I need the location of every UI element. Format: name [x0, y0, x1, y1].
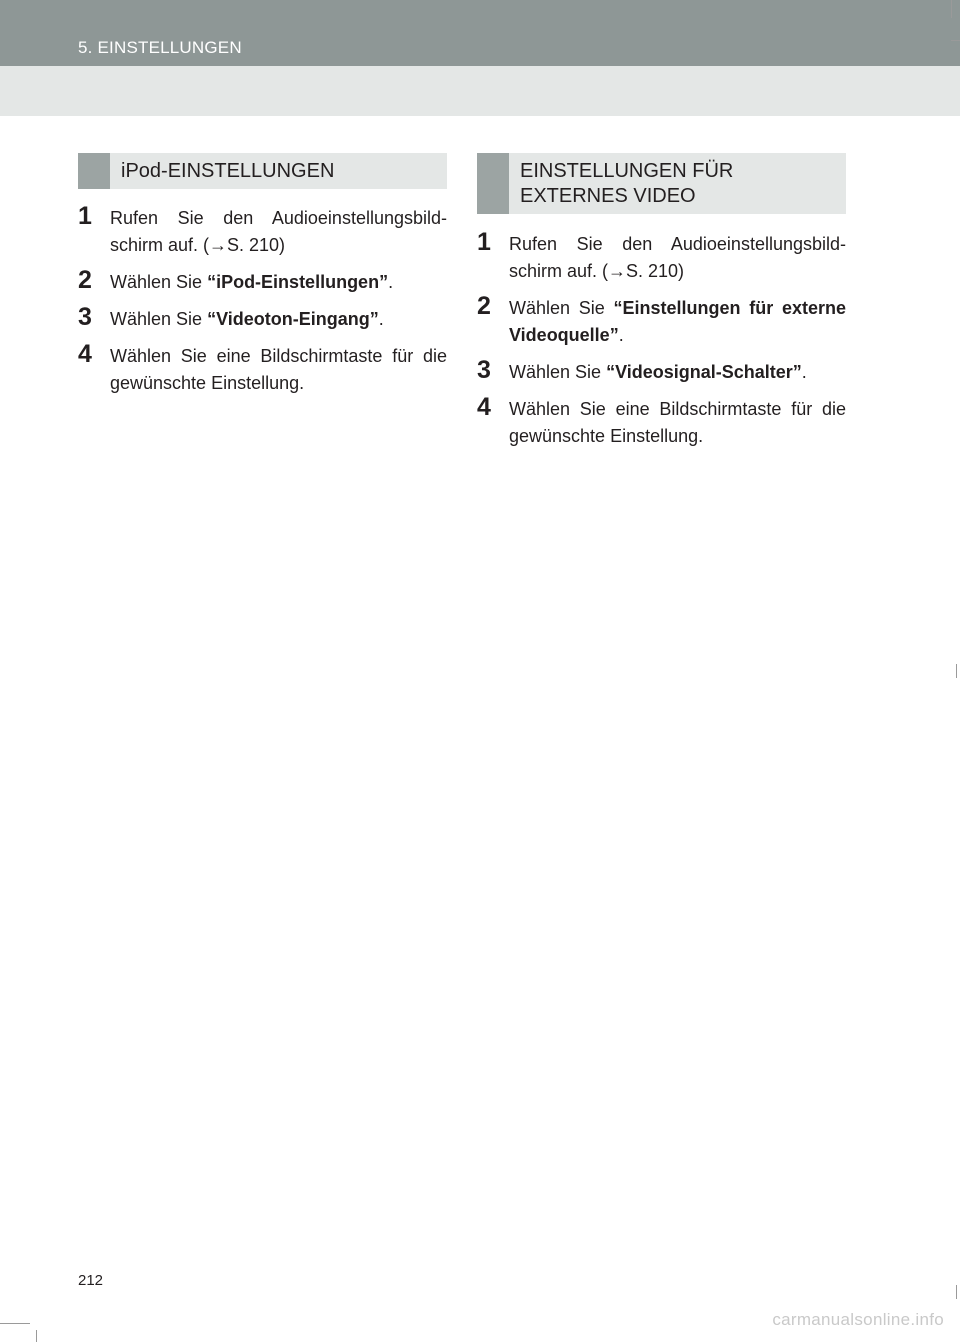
step-text-plain: Wählen Sie [110, 272, 208, 292]
watermark: carmanualsonline.info [772, 1310, 944, 1329]
section-header-ipod [78, 153, 447, 189]
step-number: 4 [78, 340, 92, 368]
crop-mark [36, 1330, 37, 1342]
step-text [110, 343, 447, 397]
step-text-bold: “Videoton-Eingang” [207, 309, 379, 329]
chapter-title: 5. EINSTELLUNGEN [78, 38, 242, 57]
step-text [110, 205, 447, 259]
step-number: 3 [477, 356, 491, 384]
step-text-plain: Wählen Sie [110, 309, 208, 329]
steps-list-external-video [477, 228, 846, 460]
step-number: 2 [477, 292, 491, 320]
step-text-plain: Rufen Sie den Audioeinstellungsbild-schirm auf. (→S. 210) [509, 234, 846, 281]
step-item [78, 303, 447, 333]
step-text-end: . [378, 309, 384, 329]
crop-mark [956, 664, 957, 678]
step-text-bold: “Einstellungen für externe Videoquelle” [509, 298, 846, 345]
step-text-plain: Rufen Sie den Audioeinstellungsbild-schirm auf. (→S. 210) [110, 208, 447, 255]
step-text-end: . [388, 272, 394, 292]
step-text-plain: Wählen Sie [509, 298, 614, 318]
step-text [509, 231, 846, 285]
step-text-plain: Wählen Sie [509, 362, 607, 382]
step-text [110, 269, 447, 296]
crop-mark [951, 0, 952, 18]
crop-mark [0, 1323, 30, 1324]
step-item [477, 356, 846, 386]
step-number: 4 [477, 393, 491, 421]
section-title-line: EXTERNES VIDEO [520, 185, 696, 207]
step-number: 1 [477, 228, 491, 256]
step-item [78, 266, 447, 296]
section-title [520, 159, 733, 209]
step-text-end: . [801, 362, 807, 382]
step-item [477, 292, 846, 349]
step-item [477, 393, 846, 450]
step-text-end: . [618, 325, 624, 345]
step-number: 1 [78, 202, 92, 230]
step-text-plain: Wählen Sie eine Bildschirmtaste für die gewünschte Einstellung. [110, 346, 447, 393]
steps-list-ipod [78, 202, 447, 407]
step-number: 3 [78, 303, 92, 331]
step-item [78, 340, 447, 397]
section-header-stripe [477, 153, 509, 214]
step-number: 2 [78, 266, 92, 294]
section-header-external-video [477, 153, 846, 214]
section-title-line: EINSTELLUNGEN FÜR [520, 160, 734, 182]
crop-mark [951, 40, 960, 41]
step-text [509, 396, 846, 450]
step-text [509, 359, 846, 386]
page-number: 212 [78, 1272, 104, 1289]
step-text-bold: “Videosignal-Schalter” [606, 362, 802, 382]
step-item [477, 228, 846, 285]
step-text-bold: “iPod-Einstellungen” [207, 272, 389, 292]
step-text [110, 306, 447, 333]
header-subbar [0, 66, 960, 116]
section-header-stripe [78, 153, 110, 189]
crop-mark [956, 1285, 957, 1299]
step-text [509, 295, 846, 349]
step-item [78, 202, 447, 259]
step-text-plain: Wählen Sie eine Bildschirmtaste für die gewünschte Einstellung. [509, 399, 846, 446]
section-title: iPod-EINSTELLUNGEN [121, 160, 335, 182]
